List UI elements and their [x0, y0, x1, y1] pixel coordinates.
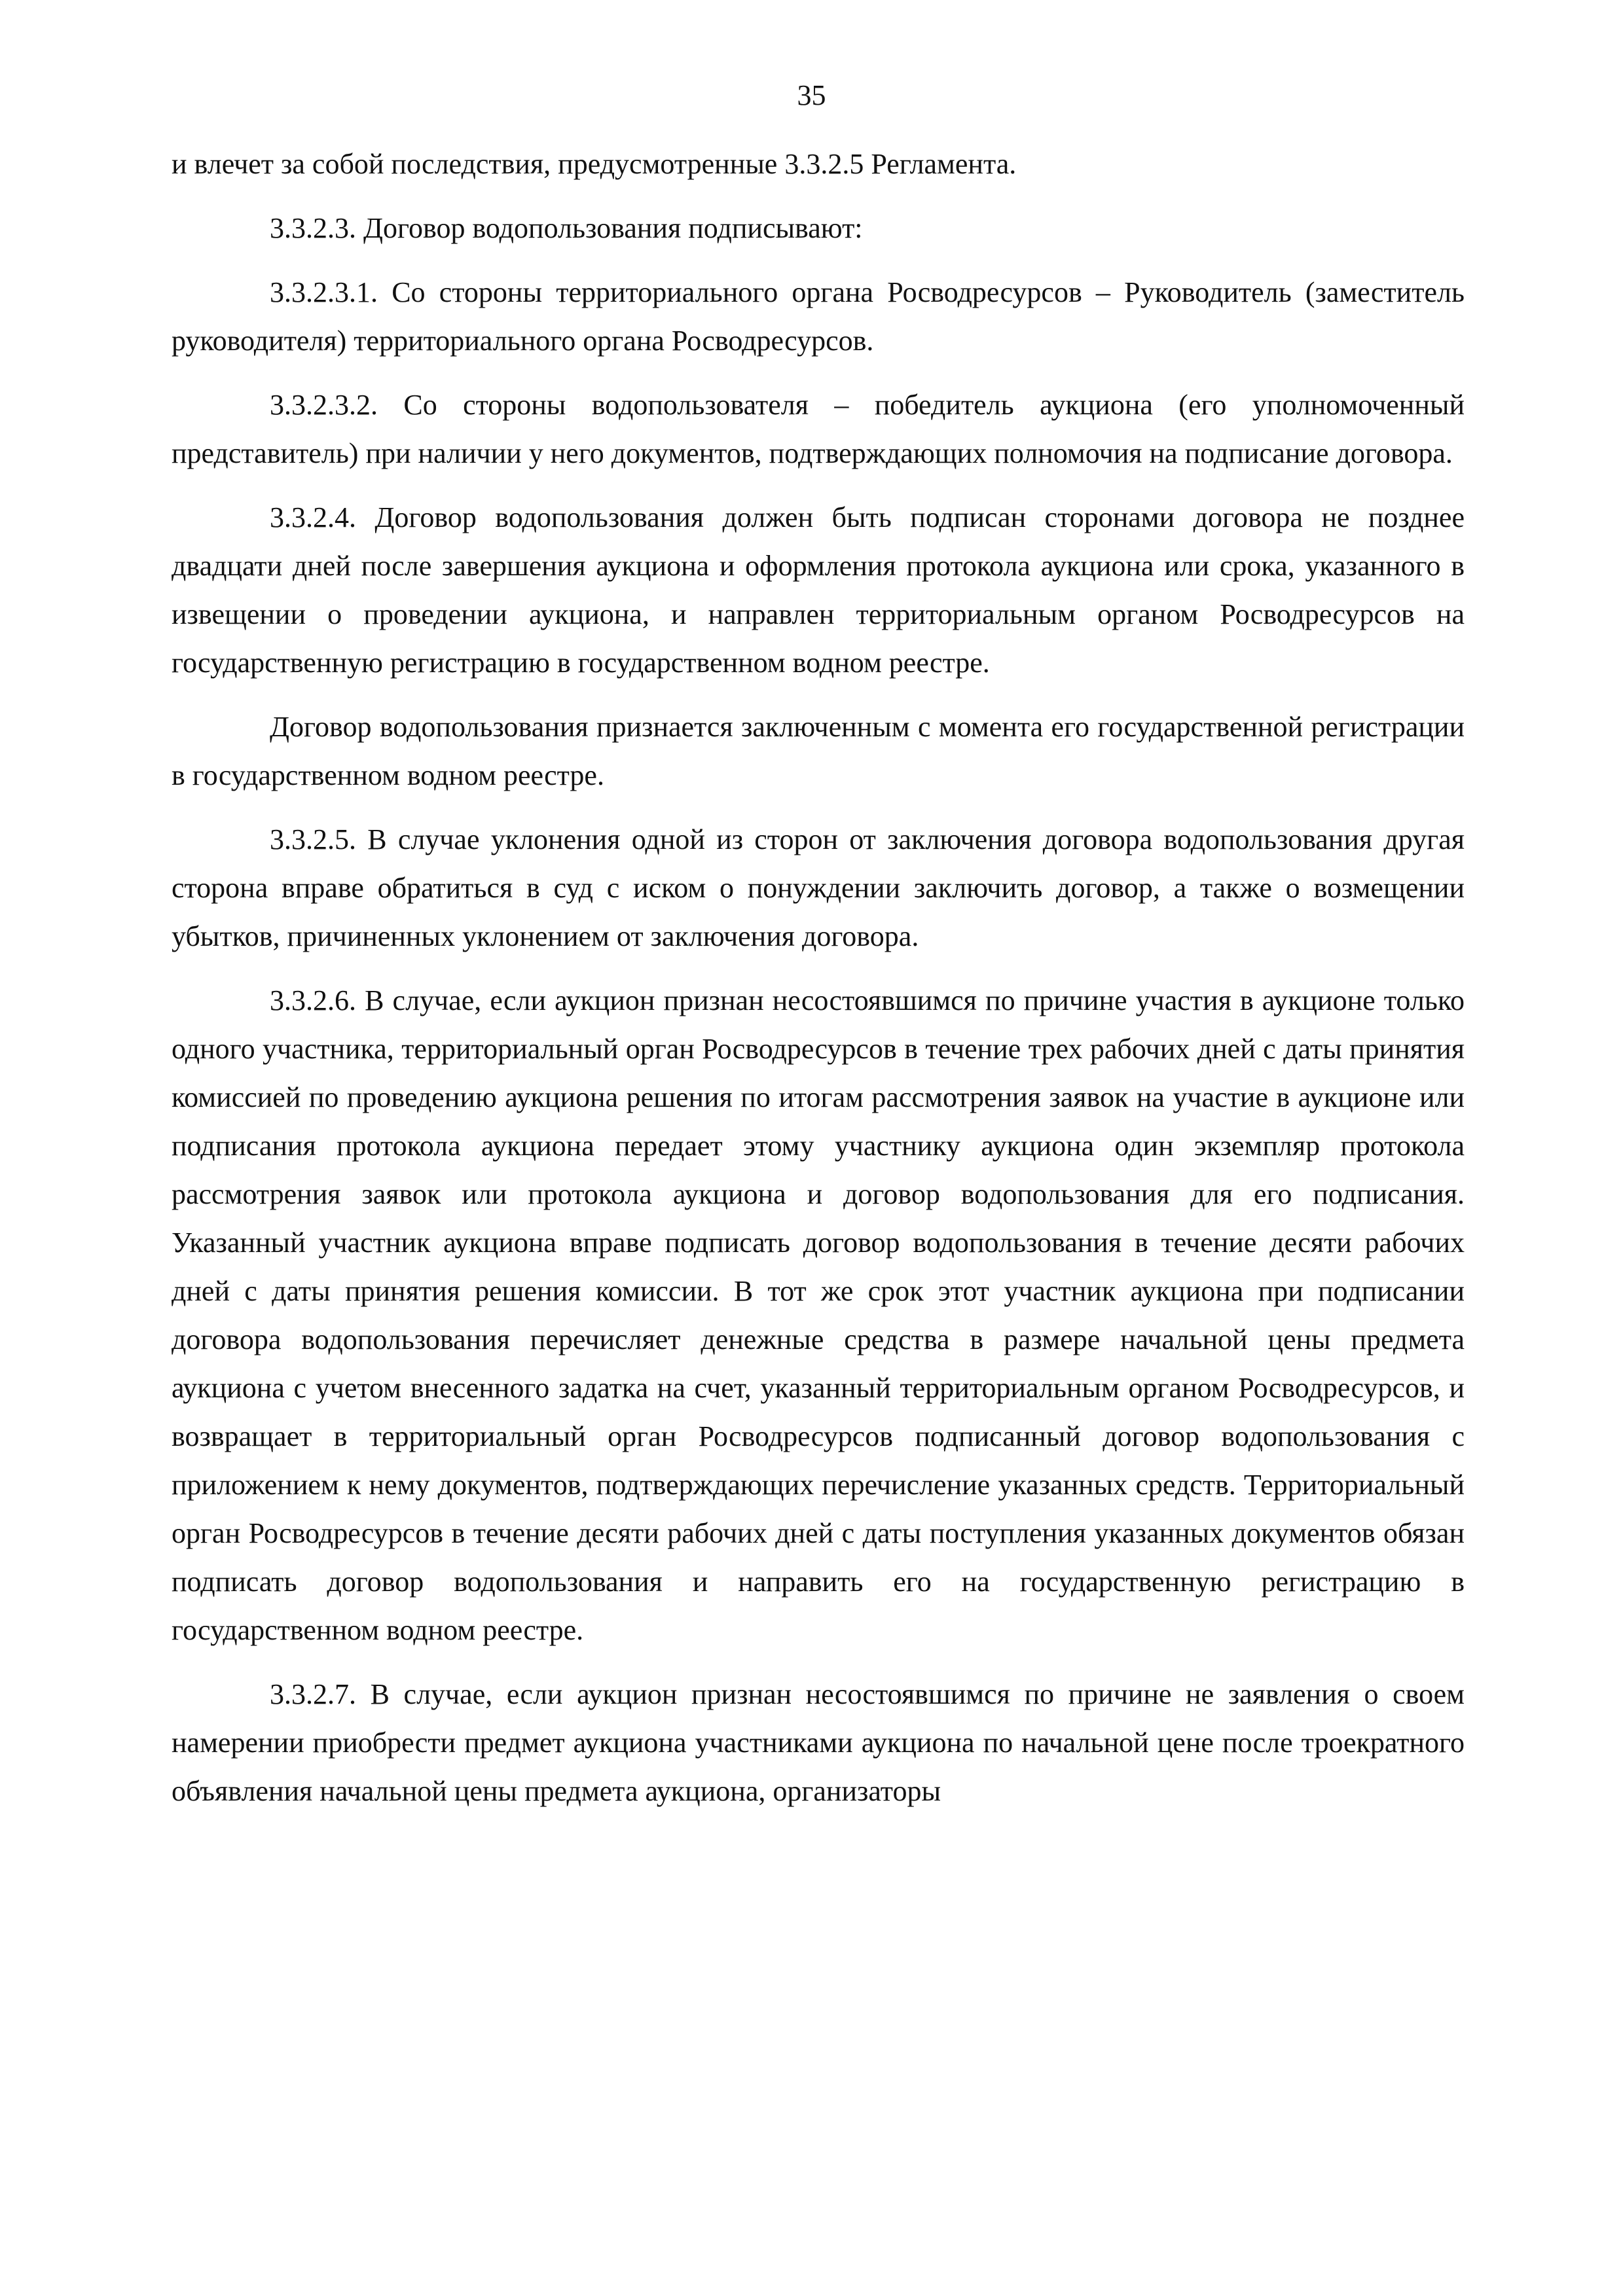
paragraph-continuation: и влечет за собой последствия, предусмотренные 3.3.2.5 Регламента. — [172, 148, 1017, 180]
paragraph-3-3-2-4: 3.3.2.4. Договор водопользования должен быть подписан сторонами договора не позднее двадцати дней после завершения аукциона и оформления протокола аукциона или срока, указанного в извещении о проведении аукциона, и направлен территориальным органом Росводресурсов на государственную регистрацию в государственном водном реестре. — [172, 501, 1465, 679]
document-body — [172, 140, 1465, 1831]
page-number: 35 — [797, 79, 826, 111]
paragraph-3-3-2-6: 3.3.2.6. В случае, если аукцион признан несостоявшимся по причине участия в аукционе только одного участника, территориальный орган Росводресурсов в течение трех рабочих дней с даты принятия комиссией по проведению аукциона решения по итогам рассмотрения заявок на участие в аукционе или подписания протокола аукциона передает этому участнику аукциона один экземпляр протокола рассмотрения заявок или протокола аукциона и договор водопользования для его подписания. Указанный участник аукциона вправе подписать договор водопользования в течение десяти рабочих дней с даты принятия решения комиссии. В тот же срок этот участник аукциона при подписании договора водопользования перечисляет денежные средства в размере начальной цены предмета аукциона с учетом внесенного задатка на счет, указанный территориальным органом Росводресурсов, и возвращает в территориальный орган Росводресурсов подписанный договор водопользования с приложением к нему документов, подтверждающих перечисление указанных средств. Территориальный орган Росводресурсов в течение десяти рабочих дней с даты поступления указанных документов обязан подписать договор водопользования и направить его на государственную регистрацию в государственном водном реестре. — [172, 984, 1465, 1646]
paragraph-3-3-2-3-2: 3.3.2.3.2. Со стороны водопользователя – победитель аукциона (его уполномоченный представитель) при наличии у него документов, подтверждающих полномочия на подписание договора. — [172, 389, 1465, 469]
paragraph-3-3-2-3-1: 3.3.2.3.1. Со стороны территориального органа Росводресурсов – Руководитель (заместитель руководителя) территориального органа Росводресурсов. — [172, 276, 1465, 357]
paragraph-3-3-2-5: 3.3.2.5. В случае уклонения одной из сторон от заключения договора водопользования другая сторона вправе обратиться в суд с иском о понуждении заключить договор, а также о возмещении убытков, причиненных уклонением от заключения договора. — [172, 823, 1465, 952]
paragraph-3-3-2-3: 3.3.2.3. Договор водопользования подписывают: — [270, 212, 863, 244]
paragraph-3-3-2-7: 3.3.2.7. В случае, если аукцион признан несостоявшимся по причине не заявления о своем намерении приобрести предмет аукциона участниками аукциона по начальной цене после троекратного объявления начальной цены предмета аукциона, организаторы — [172, 1678, 1465, 1807]
paragraph-contract-concluded: Договор водопользования признается заключенным с момента его государственной регистрации в государственном водном реестре. — [172, 711, 1465, 791]
